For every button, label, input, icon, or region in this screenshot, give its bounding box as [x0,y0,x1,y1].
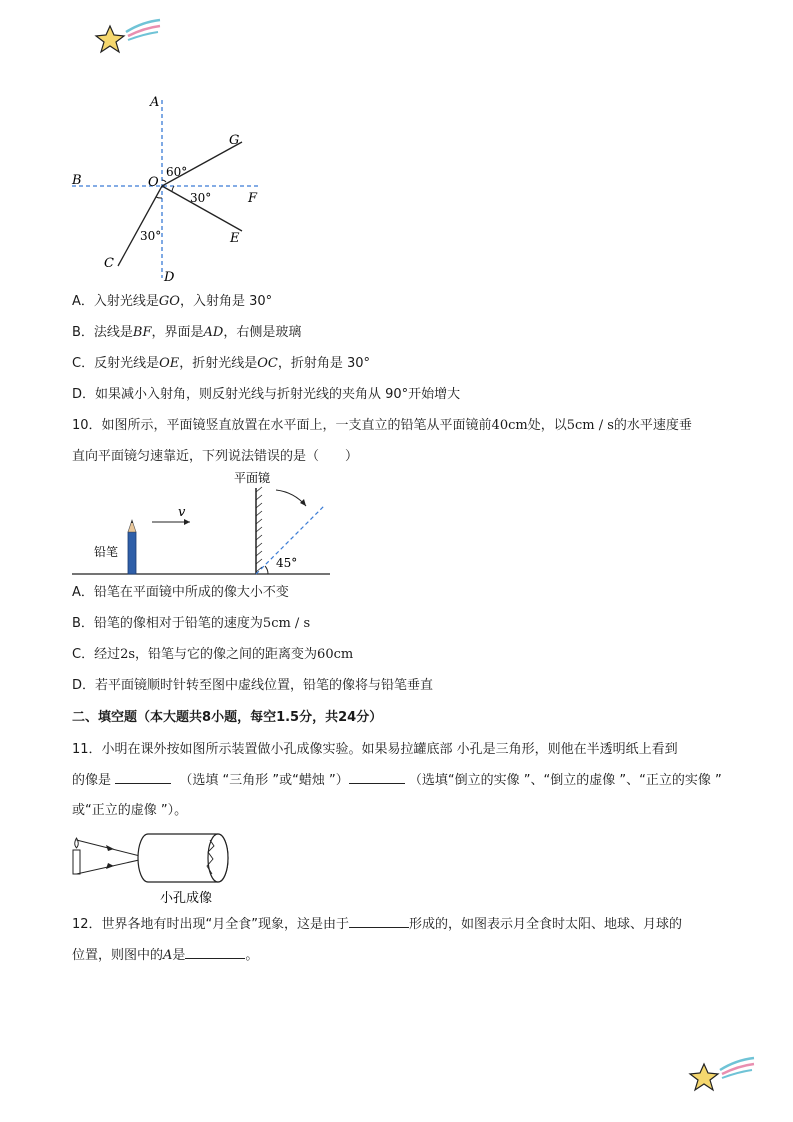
mirror-pencil-diagram [72,470,342,580]
label-B: B [72,173,82,188]
q10-option-d: D．若平面镜顺时针转至图中虚线位置，铅笔的像将与铅笔垂直 [72,678,434,693]
pinhole-label: 小孔成像 [160,891,213,906]
answer-blank[interactable] [115,771,171,784]
q9-option-a: A．入射光线是GO，入射角是 30° [72,294,273,309]
pencil-label: 铅笔 [94,545,119,559]
label-G: G [229,133,240,148]
q12-stem-line2: 位置，则图中的A是 。 [72,948,259,963]
answer-blank[interactable] [349,771,405,784]
q11-stem-line1: 11．小明在课外按如图所示装置做小孔成像实验。如果易拉罐底部 小孔是三角形，则他在半透明纸上看到 [72,742,678,757]
q10-option-b: B．铅笔的像相对于铅笔的速度为5cm / s [72,616,311,631]
q10-stem-line2: 直向平面镜匀速靠近，下列说法错误的是（ ） [72,449,359,464]
label-O: O [148,175,159,190]
shooting-star-icon [92,18,162,58]
refraction-diagram [60,90,280,285]
section-title: 二、填空题（本大题共8小题，每空1.5分，共24分） [72,710,383,725]
q12-stem-line1: 12．世界各地有时出现“月全食”现象，这是由于 形成的，如图表示月全食时太阳、地球、月球的 [72,917,683,932]
q9-option-c: C．反射光线是OE，折射光线是OC，折射角是 30° [72,356,371,371]
mirror-label: 平面镜 [234,471,271,485]
velocity-label: v [178,505,186,520]
q9-option-d: D．如果减小入射角，则反射光线与折射光线的夹角从 90°开始增大 [72,387,461,402]
pinhole-camera-diagram [68,826,244,908]
candle-icon [73,850,80,874]
label-D: D [164,270,175,285]
label-A: A [150,95,160,110]
q10-stem-line1: 10．如图所示，平面镜竖直放置在水平面上，一支直立的铅笔从平面镜前40cm处，以5cm / s的水平速度垂 [72,418,692,433]
angle-60: 60° [166,165,188,179]
label-C: C [104,256,114,271]
q10-option-a: A．铅笔在平面镜中所成的像大小不变 [72,585,289,600]
q10-option-c: C．经过2s，铅笔与它的像之间的距离变为60cm [72,647,354,662]
shooting-star-icon [686,1056,756,1096]
ray-OC [118,186,162,266]
angle-30-right: 30° [190,191,212,205]
pencil-icon [128,520,136,574]
angle-30-left: 30° [140,229,162,243]
label-F: F [248,191,258,206]
angle-45: 45° [276,556,298,570]
q11-stem-line2: 的像是 （选填 “三角形 ”或“蜡烛 ”） （选填“倒立的实像 ”、“倒立的虚像 ”、“正立的实像 ” [72,773,722,788]
label-E: E [230,231,240,246]
ray-OG [162,142,242,186]
q9-option-b: B．法线是BF，界面是AD，右侧是玻璃 [72,325,302,340]
answer-blank[interactable] [185,946,245,959]
q11-stem-line3: 或“正立的虚像 ”）。 [72,803,188,818]
answer-blank[interactable] [349,915,409,928]
